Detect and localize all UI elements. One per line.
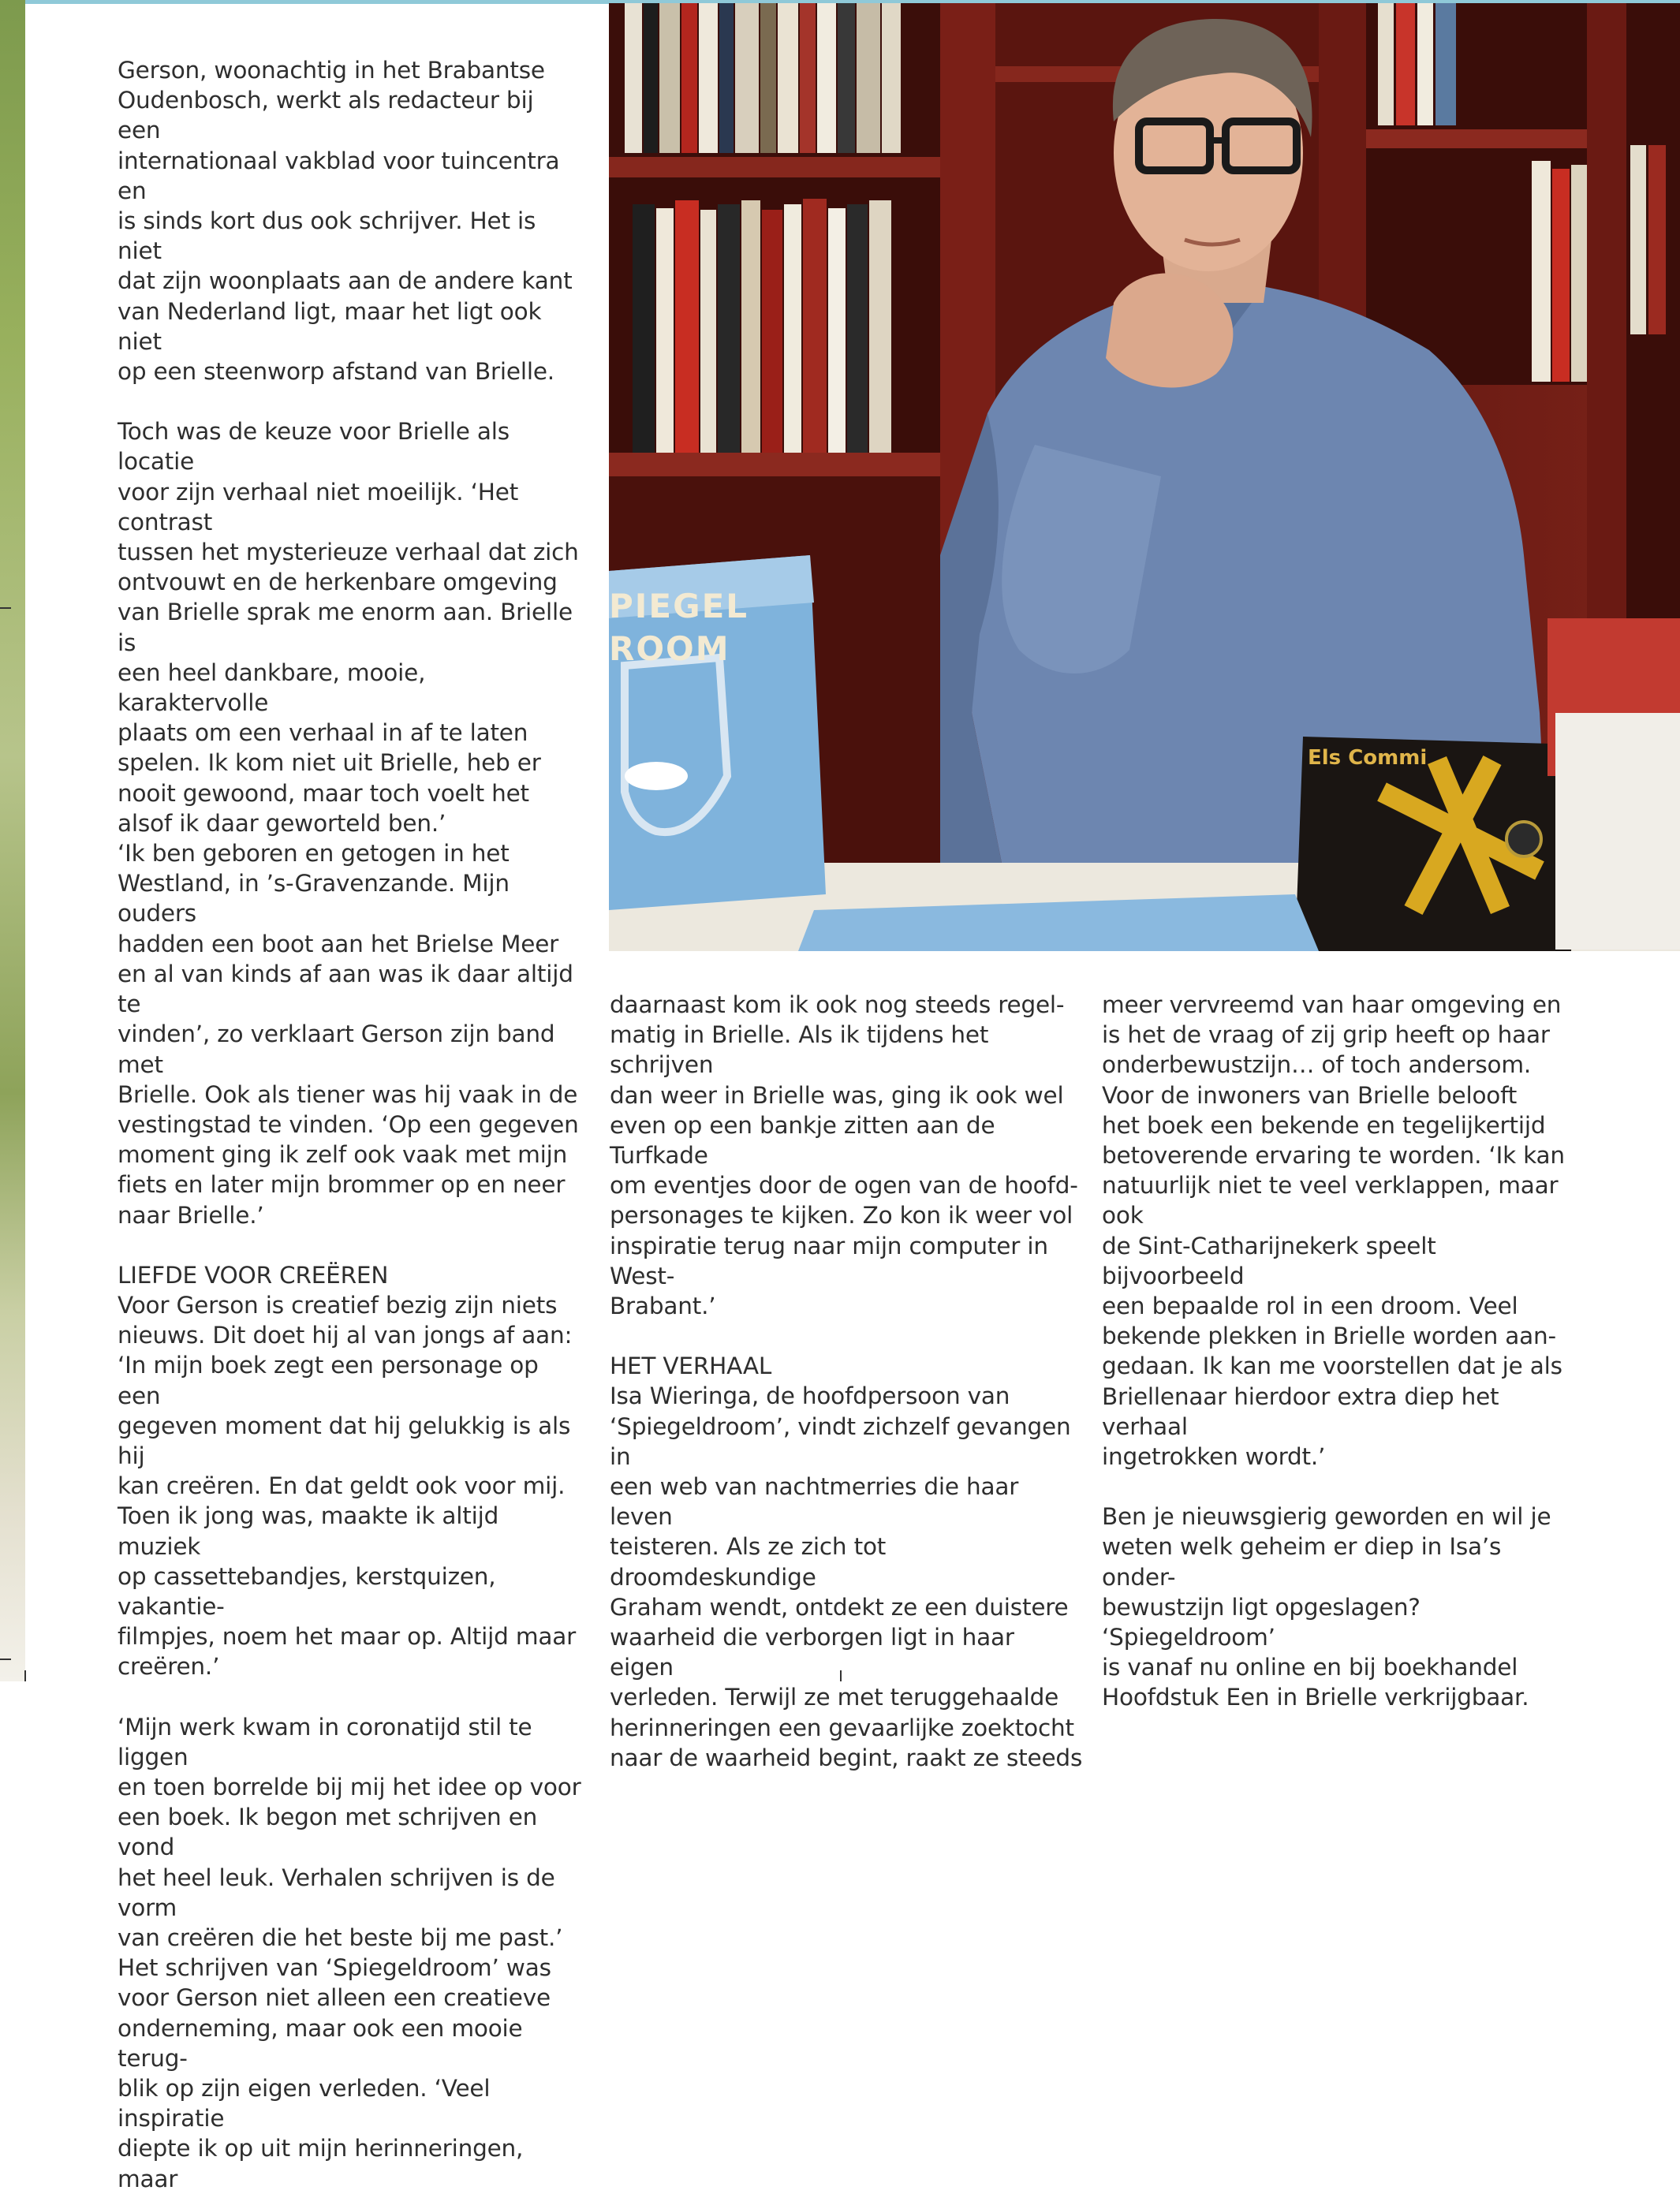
books-row-middle-left — [633, 199, 891, 453]
section-heading-liefde: LIEFDE VOOR CREËREN — [118, 1261, 389, 1289]
crop-mark-bottom-left-v — [24, 1670, 26, 1681]
crop-mark-bottom-left — [0, 1659, 11, 1660]
section-heading-verhaal: HET VERHAAL — [610, 1353, 772, 1380]
article-column-1 — [118, 55, 583, 2194]
crop-mark-left — [0, 607, 11, 609]
col3-paragraph-1: meer vervreemd van haar omgeving en is het de vraag of zij grip heeft op haar onderbewustzijn… of toch andersom. Voor de inwoners van Brielle belooft het boek een bekende en tegelijkertijd betoverende ervaring te worden. ‘Ik kan natuurlijk niet te veel verklappen, maar ook de Sint-Catharijnekerk speelt bijvoorbeeld een bepaalde rol in een droom. Veel bekende plekken in Brielle worden aan- gedaan. Ik kan me voorstellen dat je als Briellenaar hierdoor extra diep het verhaal ingetrokken wordt.’ — [1102, 991, 1565, 1471]
left-photo-strip — [0, 0, 25, 1681]
col1-paragraph-1: Gerson, woonachtig in het Brabantse Oudenbosch, werkt als redacteur bij een internationaal vakblad voor tuincentra en is sinds kort dus ook schrijver. Het is niet dat zijn woonplaats aan de andere kant van Nederland ligt, maar het ligt ook niet op een steenworp afstand van Brielle. — [118, 57, 573, 386]
col2-paragraph-2: Isa Wieringa, de hoofdpersoon van ‘Spiegeldroom’, vindt zichzelf gevangen in een web van nachtmerries die haar leven teisteren. Als ze zich tot droomdeskundige Graham wendt, ontdekt ze een duistere waarheid die verborgen ligt in haar eigen verleden. Terwijl ze met teruggehaalde herinneringen een gevaarlijke zoektocht naar de waarheid begint, raakt ze steeds — [610, 1382, 1083, 1771]
col2-paragraph-1: daarnaast kom ik ook nog steeds regel- matig in Brielle. Als ik tijdens het schrijven dan weer in Brielle was, ging ik ook wel even op een bankje zitten aan de Turfkade om eventjes door de ogen van de hoofd- personages te kijken. Zo kon ik weer vol inspiratie terug naar mijn computer in West- Brabant.’ — [610, 991, 1078, 1320]
col1-paragraph-2: Toch was de keuze voor Brielle als locatie voor zijn verhaal niet moeilijk. ‘Het contrast tussen het mysterieuze verhaal dat zich ontvouwt en de herkenbare omgeving van Brielle sprak me enorm aan. Brielle is een heel dankbare, mooie, karaktervolle plaats om een verhaal in af te laten spelen. Ik kom niet uit Brielle, heb er nooit gewoond, maar toch voelt het alsof ik daar geworteld ben.’ — [118, 418, 579, 837]
book2-author: Els Commi — [1308, 746, 1428, 770]
article-column-3 — [1102, 990, 1575, 1713]
article-column-2 — [610, 990, 1083, 1773]
author-photo — [609, 3, 1680, 951]
bookstore-scene-illustration — [609, 3, 1680, 951]
col3-paragraph-2: Ben je nieuwsgierig geworden en wil je weten welk geheim er diep in Isa’s onder- bewustzijn ligt opgeslagen? ‘Spiegeldroom’ is vanaf nu online en bij boekhandel Hoofdstuk Een in Brielle verkrijgbaar. — [1102, 1503, 1551, 1711]
books-row-top-left — [625, 3, 901, 153]
book1-title: PIEGEL ROOM — [609, 587, 749, 668]
col1-paragraph-3: ‘Ik ben geboren en getogen in het Westland, in ’s-Gravenzande. Mijn ouders hadden een boot aan het Brielse Meer en al van kinds af aan was ik daar altijd te vinden’, zo verklaart Gerson zijn band met Brielle. Ook als tiener was hij vaak in de vestingstad te vinden. ‘Op een gegeven moment ging ik zelf ook vaak met mijn fiets en later mijn brommer op en neer naar Brielle.’ — [118, 840, 579, 1229]
col1-paragraph-4: Voor Gerson is creatief bezig zijn niets nieuws. Dit doet hij al van jongs af aan: ‘In mijn boek zegt een personage op een gegeven moment dat hij gelukkig is als hij kan creëren. En dat geldt ook voor mij. Toen ik jong was, maakte ik altijd muziek op cassettebandjes, kerstquizen, vakantie- filmpjes, noem het maar op. Altijd maar creëren.’ — [118, 1291, 577, 1681]
col1-paragraph-5: ‘Mijn werk kwam in coronatijd stil te liggen en toen borrelde bij mij het idee op voor een boek. Ik begon met schrijven en vond het heel leuk. Verhalen schrijven is de vorm van creëren die het beste bij me past.’ Het schrijven van ‘Spiegeldroom’ was voor Gerson niet alleen een creatieve onderneming, maar ook een mooie terug- blik op zijn eigen verleden. ‘Veel inspiratie diepte ik op uit mijn herinneringen, maar — [118, 1713, 581, 2192]
